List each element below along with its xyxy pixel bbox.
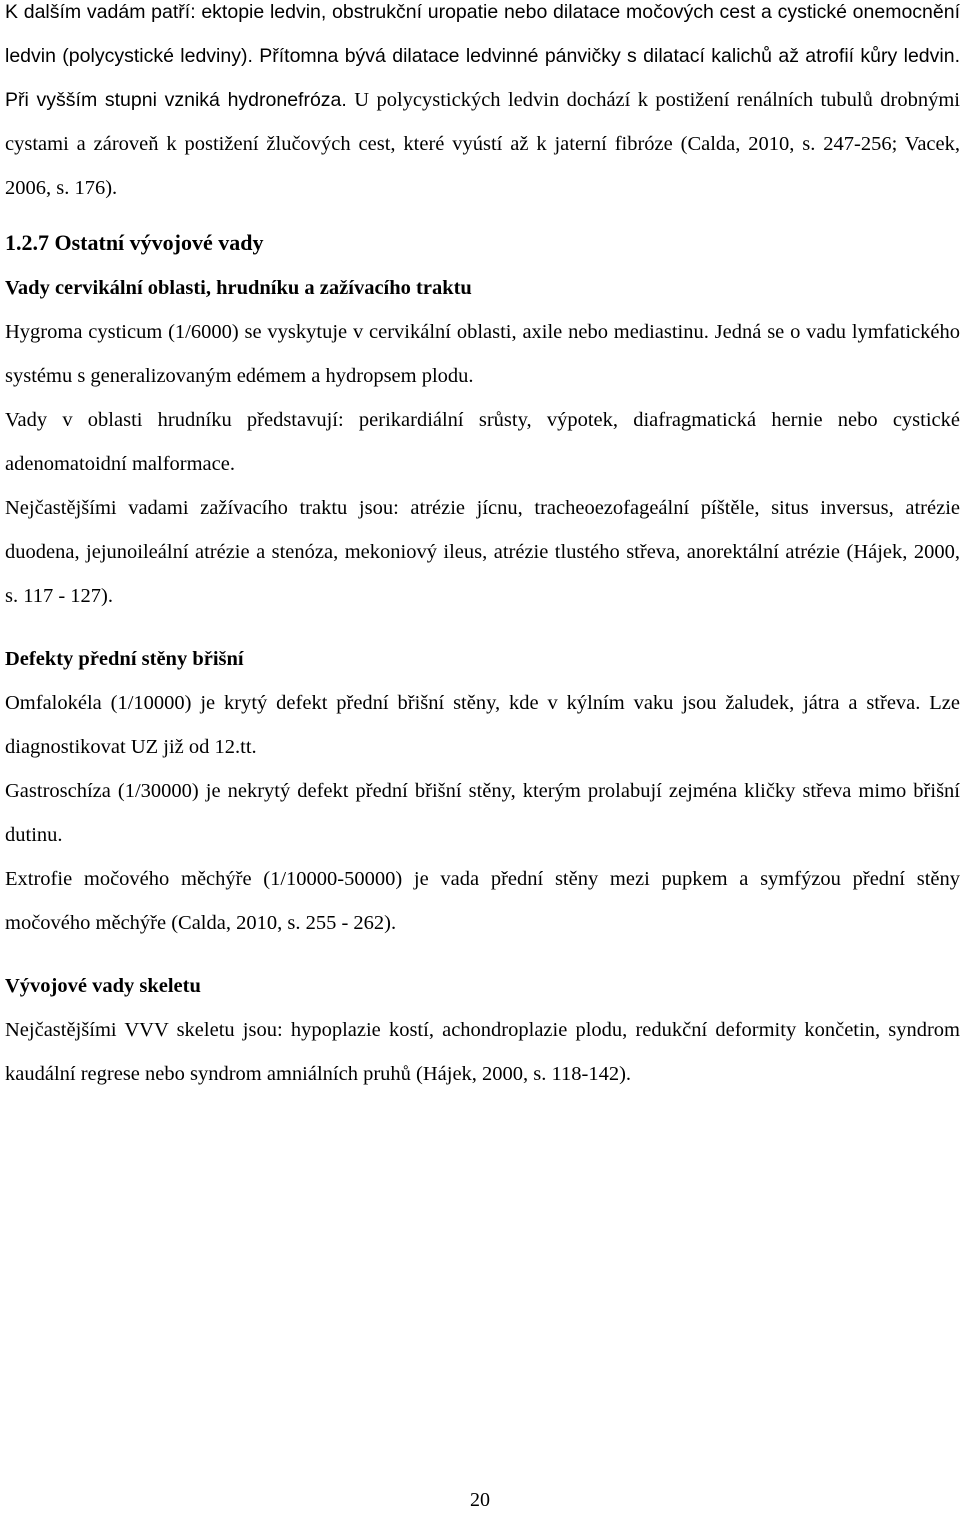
abdominal-heading: Defekty přední stěny břišní — [5, 648, 244, 670]
abdominal-paragraph-2: Gastroschíza (1/30000) je nekrytý defekt přední břišní stěny, kterým prolabují zejména kličky střeva mimo břišní dutinu. — [5, 780, 960, 846]
intro-paragraph — [5, 0, 960, 210]
intro-serif-text: U polycystických ledvin dochází k postižení renálních tubulů drobnými cystami a zároveň k postižení žlučových cest, které vyústí až k jaterní fibróze (Calda, 2010, s. 247-256; Vacek, 2006, s. 176). — [5, 89, 960, 199]
cervical-paragraph-2: Vady v oblasti hrudníku představují: perikardiální srůsty, výpotek, diafragmatická hernie nebo cystické adenomatoidní malformace. — [5, 409, 960, 475]
skeleton-paragraph-1: Nejčastějšími VVV skeletu jsou: hypoplazie kostí, achondroplazie plodu, redukční deformity končetin, syndrom kaudální regrese nebo syndrom amniálních pruhů (Hájek, 2000, s. 118-142). — [5, 1019, 960, 1085]
section-heading: 1.2.7 Ostatní vývojové vady — [5, 230, 264, 255]
spacer — [5, 618, 960, 637]
abdominal-paragraph-3: Extrofie močového měchýře (1/10000-50000) je vada přední stěny mezi pupkem a symfýzou přední stěny močového měchýře (Calda, 2010, s. 255 - 262). — [5, 868, 960, 934]
intro-sans-text: K dalším vadám patří: ektopie ledvin, obstrukční uropatie nebo dilatace močových cest a cystické onemocnění ledvin (polycystické ledviny). Přítomna bývá dilatace ledvinné pánvičky s dilatací kalichů až atrofií kůry ledvin. Při vyšším stupni vzniká hydronefróza. — [5, 1, 960, 111]
spacer — [5, 210, 960, 220]
cervical-paragraph-1: Hygroma cysticum (1/6000) se vyskytuje v cervikální oblasti, axile nebo mediastinu. Jedná se o vadu lymfatického systému s generalizovaným edémem a hydropsem plodu. — [5, 321, 960, 387]
abdominal-paragraph-1: Omfalokéla (1/10000) je krytý defekt přední břišní stěny, kde v kýlním vaku jsou žaludek, játra a střeva. Lze diagnostikovat UZ již od 12.tt. — [5, 692, 960, 758]
page-number: 20 — [470, 1489, 490, 1511]
spacer — [5, 945, 960, 964]
skeleton-heading: Vývojové vady skeletu — [5, 975, 201, 997]
document-page — [5, 0, 960, 1096]
cervical-paragraph-3: Nejčastějšími vadami zažívacího traktu jsou: atrézie jícnu, tracheoezofageální píštěle, situs inversus, atrézie duodena, jejunoileální atrézie a stenóza, mekoniový ileus, atrézie tlustého střeva, anorektální atrézie (Hájek, 2000, s. 117 - 127). — [5, 497, 960, 607]
cervical-heading: Vady cervikální oblasti, hrudníku a zažívacího traktu — [5, 277, 472, 299]
